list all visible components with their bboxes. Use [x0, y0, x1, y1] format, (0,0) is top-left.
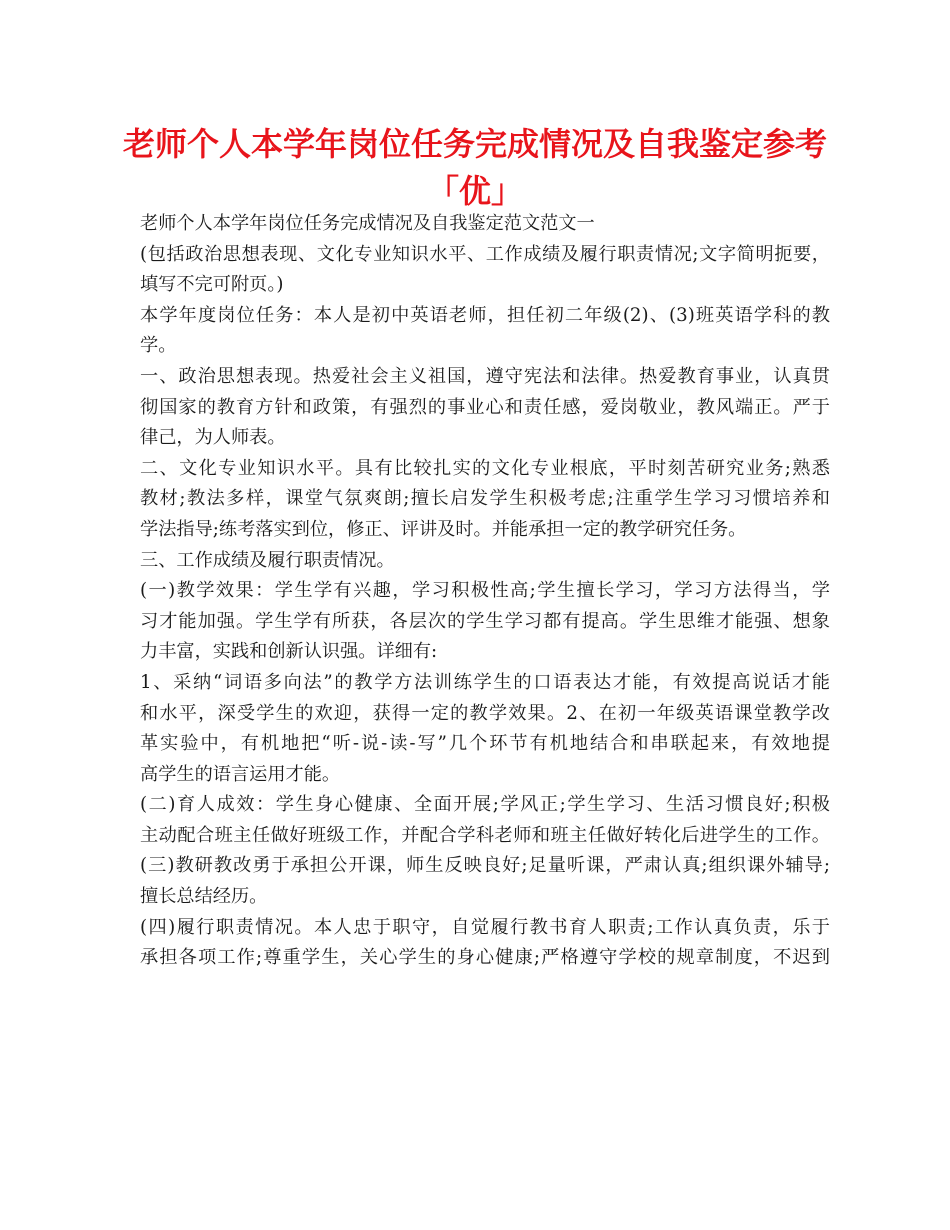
body-line: (一)教学效果：学生学有兴趣，学习积极性高;学生擅长学习，学习方法得当，学	[140, 580, 830, 602]
body-line: 填写不完可附页。)	[140, 274, 284, 296]
body-line: 律己，为人师表。	[140, 427, 286, 449]
body-line: (三)教研教改勇于承担公开课，师生反映良好;足量听课，严肃认真;组织课外辅导;	[140, 855, 830, 877]
document-title-line-1: 老师个人本学年岗位任务完成情况及自我鉴定参考	[122, 125, 827, 163]
body-line: 本学年度岗位任务：本人是初中英语老师，担任初二年级(2)、(3)班英语学科的教	[140, 304, 830, 326]
body-line: 主动配合班主任做好班级工作，并配合学科老师和班主任做好转化后进学生的工作。	[140, 824, 830, 846]
body-line: 学法指导;练考落实到位，修正、评讲及时。并能承担一定的教学研究任务。	[140, 518, 747, 540]
body-line: 革实验中，有机地把“听-说-读-写”几个环节有机地结合和串联起来，有效地提	[140, 733, 830, 755]
body-line: (四)履行职责情况。本人忠于职守，自觉履行教书育人职责;工作认真负责，乐于	[140, 916, 830, 938]
body-line: 彻国家的教育方针和政策，有强烈的事业心和责任感，爱岗敬业，教风端正。严于	[140, 396, 830, 418]
document-body	[140, 209, 830, 974]
body-line: 一、政治思想表现。热爱社会主义祖国，遵守宪法和法律。热爱教育事业，认真贯	[140, 365, 830, 387]
body-line: 教材;教法多样，课堂气氛爽朗;擅长启发学生积极考虑;注重学生学习习惯培养和	[140, 488, 830, 510]
body-line: 1、采纳“词语多向法”的教学方法训练学生的口语表达才能，有效提高说话才能	[140, 671, 830, 693]
body-line: 擅长总结经历。	[140, 886, 268, 908]
body-line: 学。	[140, 335, 177, 357]
body-line: 和水平，深受学生的欢迎，获得一定的教学效果。2、在初一年级英语课堂教学改	[140, 702, 830, 724]
body-line: (包括政治思想表现、文化专业知识水平、工作成绩及履行职责情况;文字简明扼要，	[140, 243, 830, 265]
body-line: 习才能加强。学生学有所获，各层次的学生学习都有提高。学生思维才能强、想象	[140, 610, 830, 632]
body-line: (二)育人成效：学生身心健康、全面开展;学风正;学生学习、生活习惯良好;积极	[140, 794, 830, 816]
body-line: 承担各项工作;尊重学生，关心学生的身心健康;严格遵守学校的规章制度，不迟到	[140, 947, 830, 969]
document-title-line-2: 「优」	[426, 172, 523, 210]
body-line: 高学生的语言运用才能。	[140, 763, 341, 785]
body-line: 老师个人本学年岗位任务完成情况及自我鉴定范文范文一	[140, 213, 595, 234]
body-line: 二、文化专业知识水平。具有比较扎实的文化专业根底，平时刻苦研究业务;熟悉	[140, 457, 830, 479]
body-line: 三、工作成绩及履行职责情况。	[140, 549, 395, 571]
body-line: 力丰富，实践和创新认识强。详细有:	[140, 641, 438, 663]
